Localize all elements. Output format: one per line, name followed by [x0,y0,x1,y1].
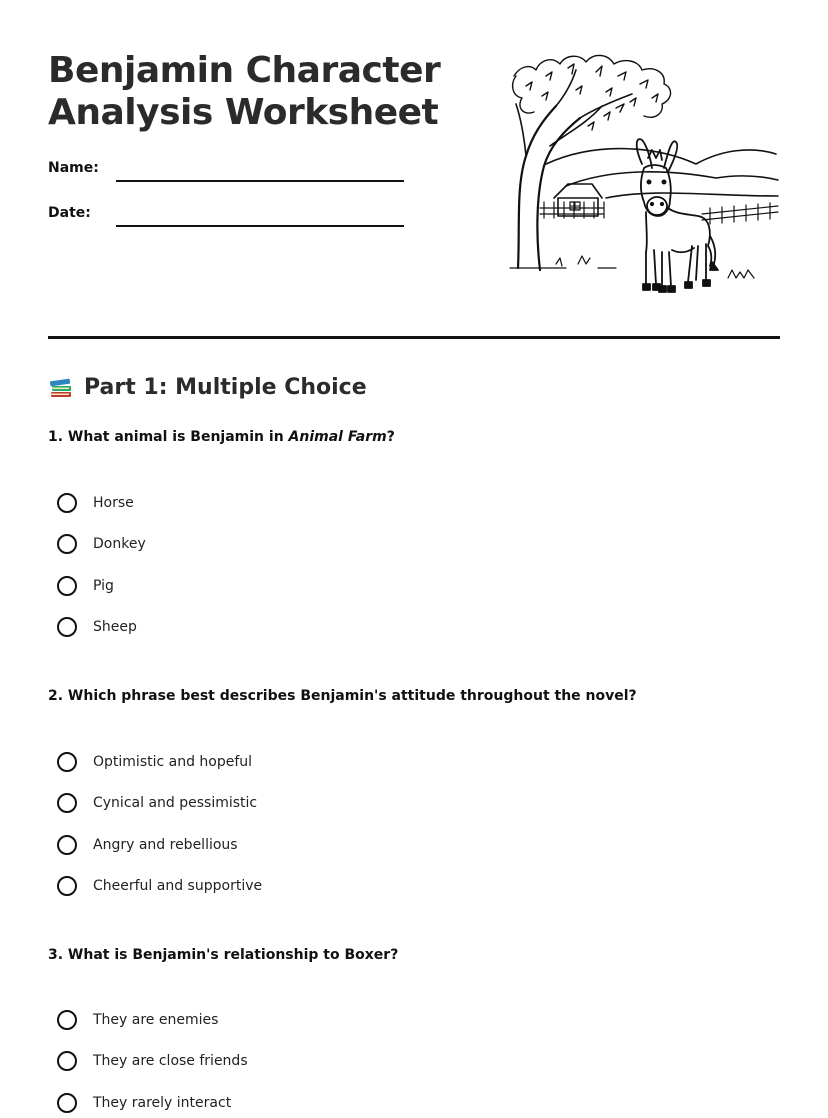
option-label: Horse [93,495,134,511]
q2-option-4[interactable] [57,873,262,899]
option-label: They rarely interact [93,1095,232,1111]
radio-button[interactable] [57,1093,77,1113]
q1-option-horse[interactable] [57,490,134,516]
radio-button[interactable] [57,876,77,896]
question-1-suffix: ? [386,429,395,445]
question-1-prefix: 1. What animal is Benjamin in [48,429,289,445]
date-label: Date: [48,205,91,221]
radio-button[interactable] [57,1010,77,1030]
question-1 [48,429,395,445]
date-field [48,205,408,229]
q1-option-sheep[interactable] [57,614,137,640]
question-1-book-title: Animal Farm [288,429,387,445]
name-field [48,160,408,184]
option-label: Sheep [93,619,137,635]
q3-option-1[interactable] [57,1007,218,1033]
option-label: They are close friends [93,1053,248,1069]
q2-option-3[interactable] [57,832,238,858]
radio-button[interactable] [57,534,77,554]
q2-option-2[interactable] [57,790,257,816]
q3-option-3[interactable] [57,1090,231,1116]
radio-button[interactable] [57,835,77,855]
question-2: 2. Which phrase best describes Benjamin's attitude throughout the novel? [48,688,637,704]
radio-button[interactable] [57,793,77,813]
name-input[interactable] [116,158,408,182]
title-line-1: Benjamin Character [48,50,441,91]
radio-button[interactable] [57,617,77,637]
radio-button[interactable] [57,493,77,513]
header-divider [48,336,780,339]
q1-option-pig[interactable] [57,573,114,599]
part1-heading [48,374,367,400]
option-label: Pig [93,578,114,594]
option-label: Cheerful and supportive [93,878,263,894]
title-line-2: Analysis Worksheet [48,92,439,133]
option-label: They are enemies [93,1012,219,1028]
question-3: 3. What is Benjamin's relationship to Boxer? [48,947,399,963]
books-icon [48,374,74,400]
donkey-farm-illustration [506,46,780,294]
radio-button[interactable] [57,752,77,772]
option-label: Angry and rebellious [93,837,238,853]
q3-option-2[interactable] [57,1048,248,1074]
worksheet-title [48,50,488,134]
date-input[interactable] [116,203,408,227]
option-label: Donkey [93,536,146,552]
radio-button[interactable] [57,576,77,596]
name-label: Name: [48,160,99,176]
option-label: Optimistic and hopeful [93,754,253,770]
q2-option-1[interactable] [57,749,252,775]
q1-option-donkey[interactable] [57,531,146,557]
option-label: Cynical and pessimistic [93,795,258,811]
radio-button[interactable] [57,1051,77,1071]
part1-title: Part 1: Multiple Choice [84,374,367,400]
